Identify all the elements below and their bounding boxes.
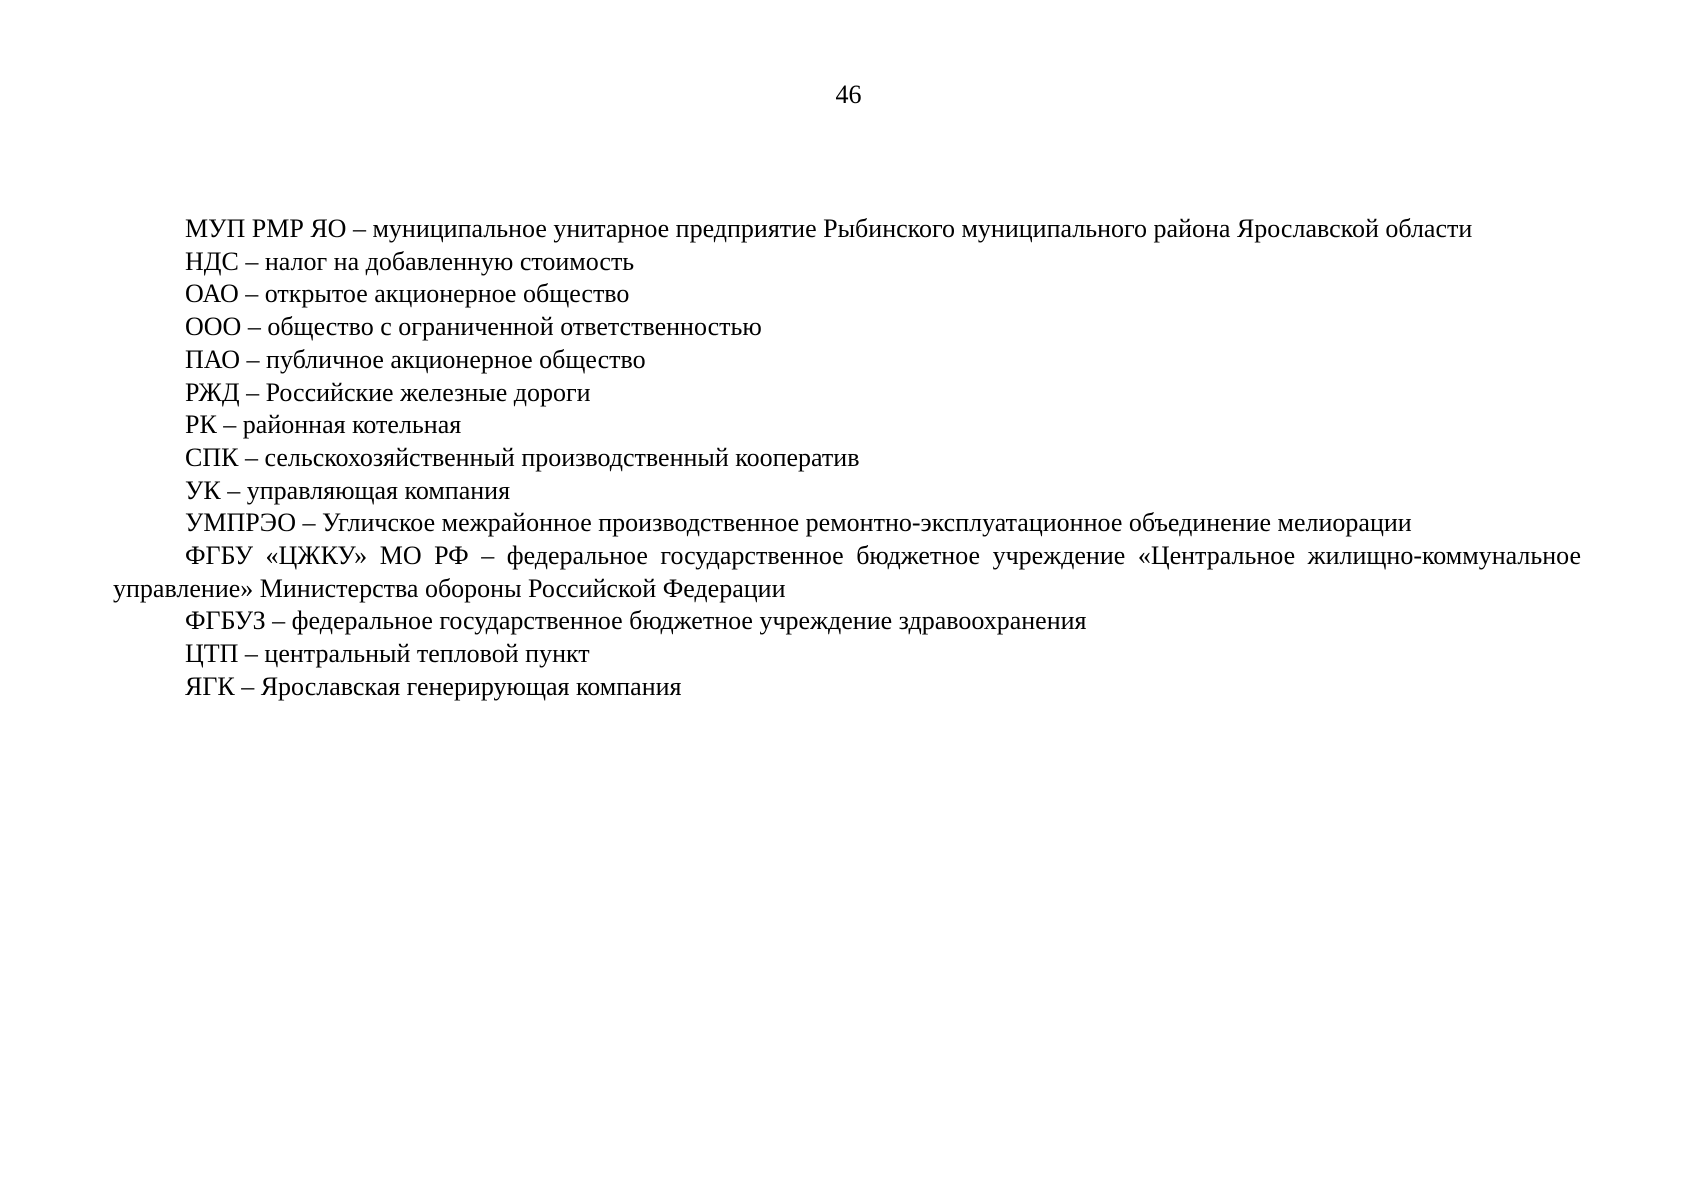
abbreviation-entry-rzhd: РЖД – Российские железные дороги <box>185 377 591 407</box>
abbreviation-entry-tstp: ЦТП – центральный тепловой пункт <box>185 639 590 669</box>
abbreviation-entry-ygk: ЯГК – Ярославская генерирующая компания <box>185 671 682 701</box>
abbreviation-entry-oao: ОАО – открытое акционерное общество <box>185 279 630 309</box>
abbreviation-entry-ooo: ООО – общество с ограниченной ответственностью <box>185 312 762 342</box>
abbreviation-entry-fgbuz: ФГБУЗ – федеральное государственное бюджетное учреждение здравоохранения <box>185 606 1087 636</box>
abbreviation-entry-umpreo: УМПРЭО – Угличское межрайонное производственное ремонтно-эксплуатационное объединение мелиорации <box>185 508 1412 538</box>
abbreviation-entry-uk: УК – управляющая компания <box>185 475 511 505</box>
abbreviation-entry-nds: НДС – налог на добавленную стоимость <box>185 246 635 276</box>
page-number: 46 <box>835 80 862 109</box>
abbreviation-entry-rk: РК – районная котельная <box>185 410 462 440</box>
abbreviation-entry-mup-rmr-yao: МУП РМР ЯО – муниципальное унитарное предприятие Рыбинского муниципального района Ярославской области <box>185 214 1473 243</box>
abbreviations-list <box>113 213 1581 704</box>
abbreviation-entry-pao: ПАО – публичное акционерное общество <box>185 344 646 374</box>
abbreviation-entry-fgbu-tszhku: ФГБУ «ЦЖКУ» МО РФ – федеральное государственное бюджетное учреждение «Центральное жилищно-коммунальное управление» Министерства обороны Российской Федерации <box>113 541 1581 603</box>
abbreviation-entry-spk: СПК – сельскохозяйственный производственный кооператив <box>185 442 860 472</box>
